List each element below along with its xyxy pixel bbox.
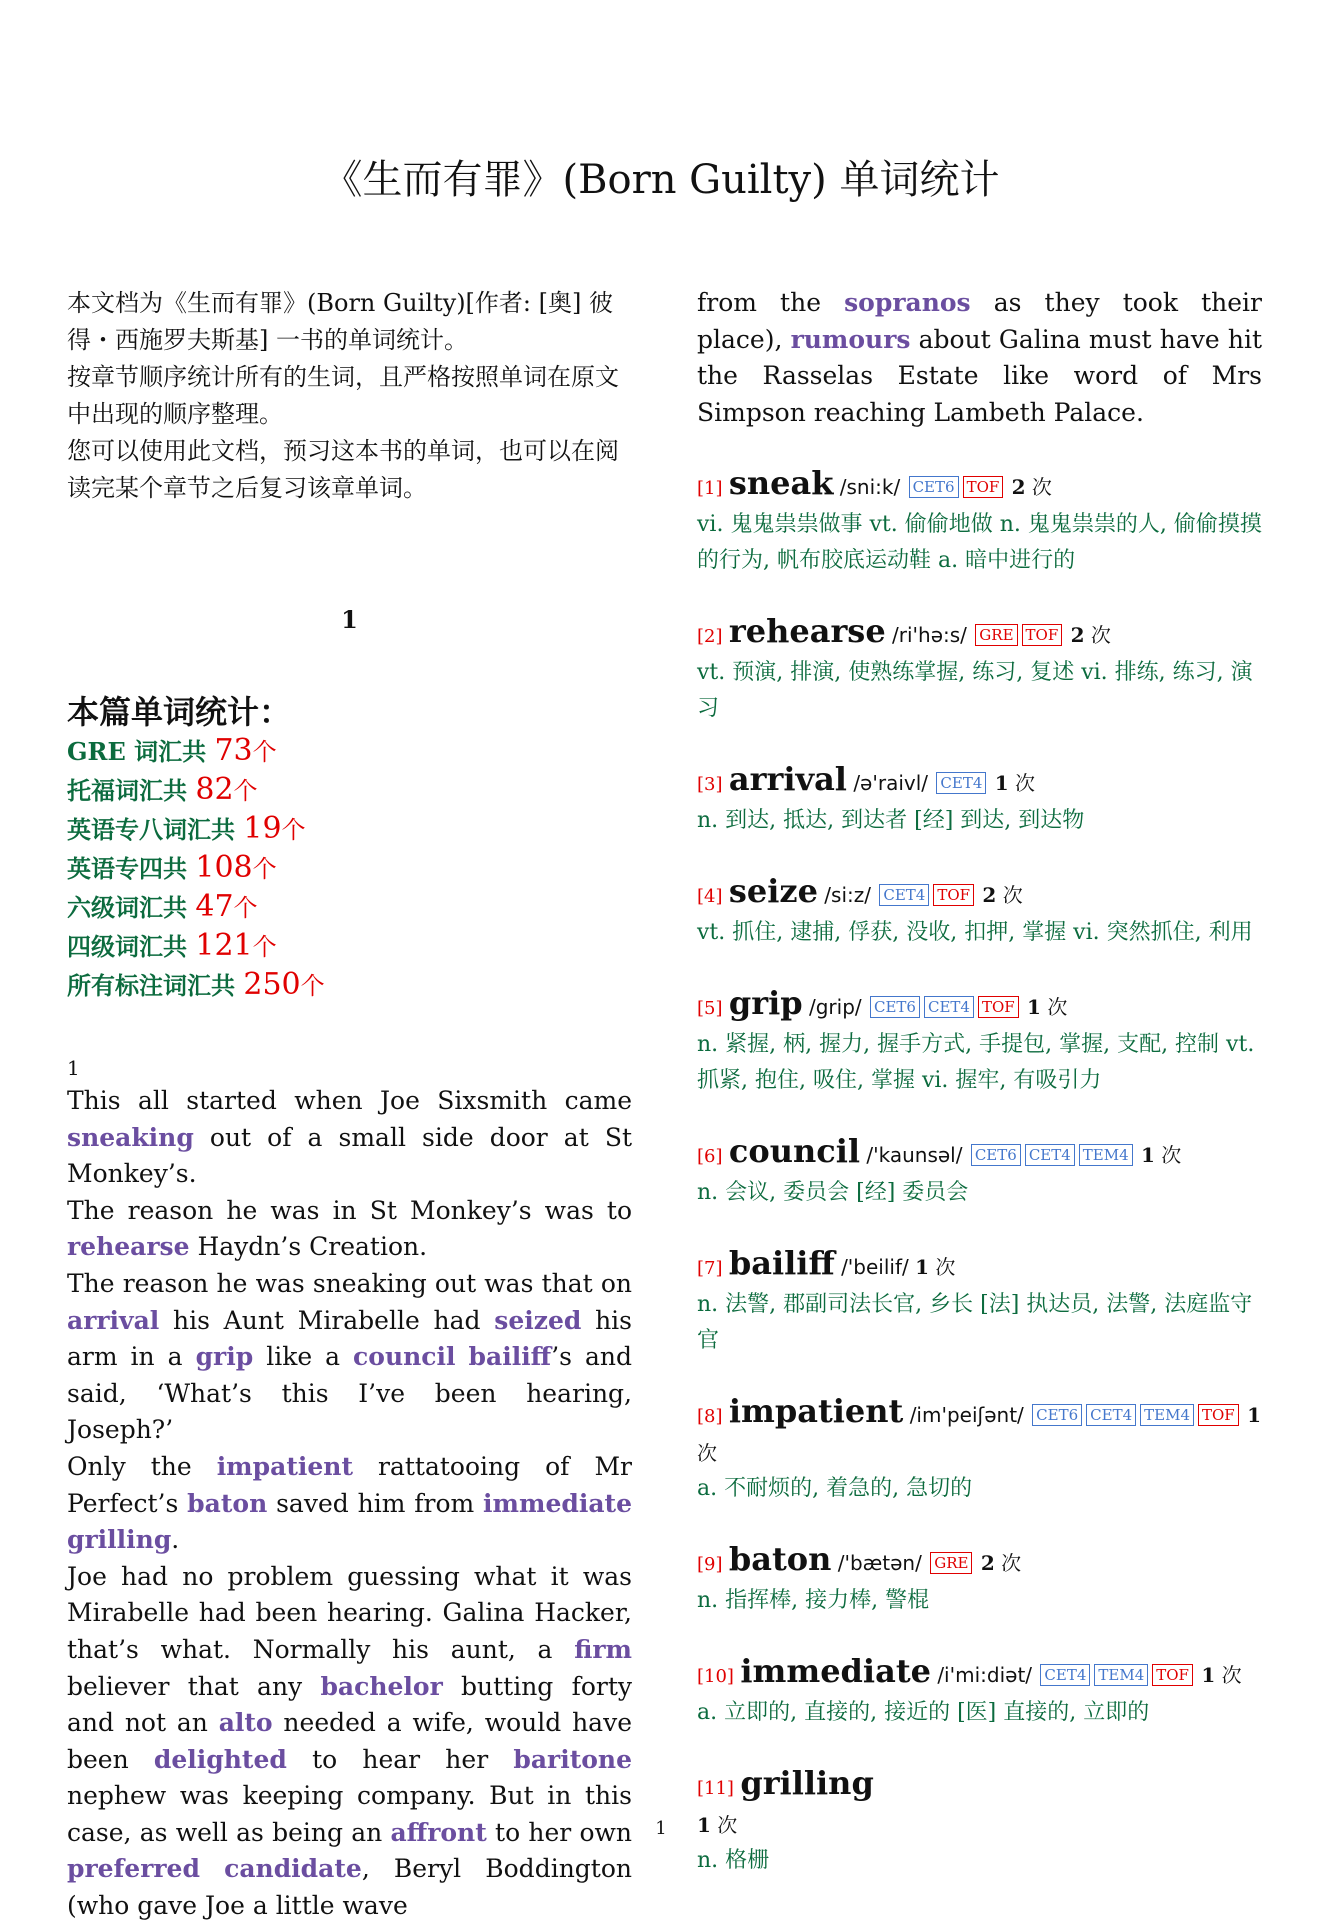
right-column bbox=[697, 285, 1262, 1879]
stat-count: 73 bbox=[214, 733, 253, 768]
entry-count: 1 次 bbox=[915, 1255, 956, 1280]
entry-count: 1 次 bbox=[1141, 1143, 1182, 1168]
stat-row-tem4 bbox=[67, 849, 632, 888]
entry-index: [3] bbox=[697, 774, 723, 796]
entry-index: [2] bbox=[697, 626, 723, 648]
entry-word[interactable]: seize bbox=[728, 872, 818, 911]
level-tag: CET4 bbox=[1040, 1664, 1090, 1686]
entry-index: [1] bbox=[697, 478, 723, 500]
vocab-entry-list bbox=[697, 465, 1262, 1879]
vocab-word[interactable]: affront bbox=[390, 1817, 487, 1847]
level-tag: CET6 bbox=[1032, 1404, 1082, 1426]
story-text bbox=[67, 1083, 632, 1925]
vocab-word[interactable]: baton bbox=[187, 1488, 268, 1518]
chapter-heading: 1 bbox=[341, 605, 358, 634]
entry-word[interactable]: immediate bbox=[740, 1652, 931, 1691]
level-tag: CET4 bbox=[936, 772, 986, 794]
vocab-entry bbox=[697, 761, 1262, 839]
stat-unit: 个 bbox=[252, 855, 277, 883]
entry-definition: n. 指挥棒, 接力棒, 警棍 bbox=[697, 1588, 930, 1614]
vocab-word[interactable]: preferred bbox=[67, 1854, 200, 1884]
stat-row-cet4 bbox=[67, 927, 632, 966]
stat-count: 108 bbox=[195, 850, 253, 885]
story-paragraph: The reason he was sneaking out was that on arrival his Aunt Mirabelle had seized his arm in a grip like a council bailiff’s and said, ‘What’s this I’ve been hearing, Joseph?’ bbox=[67, 1268, 633, 1445]
entry-head bbox=[697, 1653, 1262, 1695]
entry-head bbox=[697, 1133, 1262, 1175]
entry-count: 2 次 bbox=[1070, 623, 1111, 648]
entry-word[interactable]: rehearse bbox=[728, 612, 886, 651]
entry-phonetic: /ri'hə:s/ bbox=[892, 623, 967, 648]
vocab-entry bbox=[697, 465, 1262, 579]
entry-index: [10] bbox=[697, 1666, 734, 1688]
level-tag: TEM4 bbox=[1079, 1144, 1133, 1166]
stat-row-toefl bbox=[67, 771, 632, 810]
vocab-entry bbox=[697, 1653, 1262, 1731]
entry-definition: a. 立即的, 直接的, 接近的 [医] 直接的, 立即的 bbox=[697, 1700, 1150, 1726]
page-number: 1 bbox=[655, 1818, 667, 1839]
paragraph-number: 1 bbox=[67, 1056, 80, 1080]
vocab-entry bbox=[697, 1245, 1262, 1359]
stat-unit: 个 bbox=[252, 738, 277, 766]
entry-word[interactable]: sneak bbox=[728, 464, 834, 503]
stat-row-cet6 bbox=[67, 888, 632, 927]
story-paragraph: This all started when Joe Sixsmith came sneaking out of a small side door at St Monkey’s. bbox=[67, 1086, 632, 1189]
intro-line: 按章节顺序统计所有的生词，且严格按照单词在原文中出现的顺序整理。 bbox=[67, 363, 619, 428]
entry-definition: n. 紧握, 柄, 握力, 握手方式, 手提包, 掌握, 支配, 控制 vt. 抓紧, 抱住, 吸住, 掌握 vi. 握牢, 有吸引力 bbox=[697, 1032, 1255, 1094]
entry-index: [8] bbox=[697, 1406, 723, 1428]
entry-definition: n. 到达, 抵达, 到达者 [经] 到达, 到达物 bbox=[697, 808, 1085, 834]
stat-unit: 个 bbox=[252, 933, 277, 961]
story-paragraph: Joe had no problem guessing what it was Mirabelle had been hearing. Galina Hacker, that’s what. Normally his aunt, a firm believer that any bachelor butting forty and not an alto needed a wife, would have been delighted to hear her baritone nephew was keeping company. But in this case, as well as being an affront to her own preferred candidate, Beryl Boddington (who gave Joe a little wave bbox=[67, 1561, 632, 1921]
level-tag: TOF bbox=[1152, 1664, 1193, 1686]
vocab-entry bbox=[697, 985, 1262, 1099]
entry-definition: n. 法警, 郡副司法长官, 乡长 [法] 执达员, 法警, 法庭监守官 bbox=[697, 1292, 1253, 1354]
entry-phonetic: /ə'raivl/ bbox=[853, 771, 929, 796]
story-paragraph: Only the impatient rattatooing of Mr Perfect’s baton saved him from immediate grilling. bbox=[67, 1451, 632, 1555]
entry-word[interactable]: grip bbox=[728, 984, 803, 1023]
entry-index: [4] bbox=[697, 886, 723, 908]
entry-phonetic: /grip/ bbox=[808, 995, 862, 1020]
entry-definition: n. 会议, 委员会 [经] 委员会 bbox=[697, 1180, 969, 1206]
vocab-word[interactable]: baritone bbox=[513, 1744, 632, 1774]
entry-index: [11] bbox=[697, 1778, 734, 1800]
entry-definition: n. 格栅 bbox=[697, 1848, 770, 1874]
level-tag: CET4 bbox=[1086, 1404, 1136, 1426]
level-tag: CET4 bbox=[879, 884, 929, 906]
entry-word[interactable]: impatient bbox=[728, 1392, 904, 1431]
vocab-word[interactable]: impatient bbox=[216, 1451, 353, 1481]
level-tag: TEM4 bbox=[1094, 1664, 1148, 1686]
entry-word[interactable]: baton bbox=[728, 1540, 832, 1579]
stat-label: 所有标注词汇共 bbox=[67, 971, 235, 1000]
vocab-entry bbox=[697, 873, 1262, 951]
entry-count: 2 次 bbox=[1011, 475, 1052, 500]
level-tag: TOF bbox=[1022, 624, 1063, 646]
entry-phonetic: /i'mi:diət/ bbox=[937, 1663, 1033, 1688]
entry-count: 2 次 bbox=[980, 1551, 1022, 1576]
stat-count: 47 bbox=[195, 889, 234, 924]
stat-label: 六级词汇共 bbox=[67, 893, 187, 922]
entry-count: 1 次 bbox=[697, 1403, 1261, 1466]
entry-definition: vt. 预演, 排演, 使熟练掌握, 练习, 复述 vi. 排练, 练习, 演习 bbox=[697, 660, 1253, 722]
level-tag: TOF bbox=[933, 884, 974, 906]
entry-count: 1 次 bbox=[1201, 1663, 1242, 1688]
level-tag: CET6 bbox=[909, 476, 959, 498]
stat-unit: 个 bbox=[300, 972, 325, 1000]
level-tag: GRE bbox=[975, 624, 1017, 646]
level-tag: TEM4 bbox=[1140, 1404, 1194, 1426]
entry-head bbox=[697, 1393, 1262, 1471]
vocab-entry bbox=[697, 1393, 1262, 1507]
document-title: 《生而有罪》(Born Guilty) 单词统计 bbox=[322, 157, 1000, 203]
stat-count: 250 bbox=[243, 967, 301, 1002]
vocab-word[interactable]: delighted bbox=[153, 1744, 287, 1774]
vocab-word[interactable]: rehearse bbox=[67, 1232, 190, 1262]
vocab-word[interactable]: seized bbox=[494, 1305, 582, 1335]
level-tag: CET4 bbox=[1025, 1144, 1075, 1166]
stat-label: 英语专八词汇共 bbox=[67, 815, 235, 844]
stat-label: GRE 词汇共 bbox=[67, 737, 207, 766]
vocab-word[interactable]: sneaking bbox=[67, 1122, 194, 1152]
level-tag: TOF bbox=[978, 996, 1019, 1018]
vocab-word[interactable]: bachelor bbox=[320, 1671, 443, 1701]
level-tag: TOF bbox=[1198, 1404, 1239, 1426]
vocab-word[interactable]: alto bbox=[218, 1708, 273, 1738]
entry-head bbox=[697, 613, 1262, 655]
entry-phonetic: /si:z/ bbox=[824, 883, 871, 908]
entry-definition: a. 不耐烦的, 着急的, 急切的 bbox=[697, 1476, 973, 1502]
level-tag: CET6 bbox=[971, 1144, 1021, 1166]
vocab-entry bbox=[697, 613, 1262, 727]
story-paragraph: from the sopranos as they took their place), rumours about Galina must have hit the Rasselas Estate like word of Mrs Simpson reaching Lambeth Palace. bbox=[697, 288, 1262, 427]
entry-phonetic: /im'peiʃənt/ bbox=[909, 1403, 1024, 1428]
entry-word[interactable]: bailiff bbox=[728, 1244, 835, 1283]
intro-text bbox=[67, 285, 632, 507]
entry-index: [5] bbox=[697, 998, 723, 1020]
stat-row-gre bbox=[67, 732, 632, 771]
stats-title: 本篇单词统计： bbox=[67, 693, 292, 731]
vocab-word[interactable]: grip bbox=[195, 1342, 254, 1372]
left-column bbox=[67, 285, 632, 1925]
vocab-word[interactable]: arrival bbox=[67, 1305, 160, 1335]
entry-head bbox=[697, 873, 1262, 915]
entry-head bbox=[697, 1541, 1262, 1583]
entry-phonetic: /'beilif/ bbox=[841, 1255, 909, 1280]
entry-index: [7] bbox=[697, 1258, 723, 1280]
vocab-word[interactable]: bailiff bbox=[468, 1342, 552, 1372]
entry-definition: vi. 鬼鬼祟祟做事 vt. 偷偷地做 n. 鬼鬼祟祟的人, 偷偷摸摸的行为, 帆布胶底运动鞋 a. 暗中进行的 bbox=[697, 512, 1262, 574]
entry-phonetic: /sni:k/ bbox=[839, 475, 901, 500]
entry-head bbox=[697, 1245, 1262, 1287]
vocab-entry bbox=[697, 1541, 1262, 1619]
level-tag: GRE bbox=[930, 1552, 972, 1574]
vocab-entry bbox=[697, 1133, 1262, 1211]
entry-index: [9] bbox=[697, 1554, 723, 1576]
stat-label: 四级词汇共 bbox=[67, 932, 187, 961]
story-continued bbox=[697, 285, 1262, 431]
vocab-word[interactable]: rumours bbox=[790, 324, 911, 354]
entry-head bbox=[697, 465, 1262, 507]
level-tag: CET4 bbox=[924, 996, 974, 1018]
level-tag: CET6 bbox=[870, 996, 920, 1018]
entry-count: 1 次 bbox=[697, 1813, 738, 1838]
entry-count: 1 次 bbox=[1027, 995, 1068, 1020]
stat-label: 托福词汇共 bbox=[67, 776, 187, 805]
story-paragraph: The reason he was in St Monkey’s was to rehearse Haydn’s Creation. bbox=[67, 1195, 632, 1262]
vocab-word[interactable]: council bbox=[353, 1342, 456, 1372]
stat-count: 121 bbox=[195, 928, 253, 963]
intro-line: 您可以使用此文档，预习这本书的单词，也可以在阅读完某个章节之后复习该章单词。 bbox=[67, 437, 619, 502]
entry-definition: vt. 抓住, 逮捕, 俘获, 没收, 扣押, 掌握 vi. 突然抓住, 利用 bbox=[697, 920, 1253, 946]
vocab-word[interactable]: candidate bbox=[224, 1854, 362, 1884]
stat-unit: 个 bbox=[233, 894, 258, 922]
stat-row-tem8 bbox=[67, 810, 632, 849]
entry-phonetic: /'kaunsəl/ bbox=[866, 1143, 963, 1168]
intro-line: 本文档为《生而有罪》(Born Guilty)[作者: [奥] 彼得・西施罗夫斯基] 一书的单词统计。 bbox=[67, 289, 613, 354]
stat-label: 英语专四共 bbox=[67, 854, 187, 883]
vocab-word[interactable]: firm bbox=[574, 1634, 632, 1664]
entry-count: 1 次 bbox=[994, 771, 1036, 796]
vocab-word[interactable]: sopranos bbox=[844, 288, 971, 317]
stat-unit: 个 bbox=[281, 816, 306, 844]
entry-head bbox=[697, 985, 1262, 1027]
stat-count: 82 bbox=[195, 772, 234, 807]
stat-count: 19 bbox=[243, 811, 282, 846]
stat-unit: 个 bbox=[233, 777, 258, 805]
entry-count: 2 次 bbox=[982, 883, 1023, 908]
entry-word[interactable]: grilling bbox=[740, 1764, 874, 1803]
entry-phonetic: /'bætən/ bbox=[837, 1551, 922, 1576]
entry-word[interactable]: council bbox=[728, 1132, 861, 1171]
entry-index: [6] bbox=[697, 1146, 723, 1168]
vocab-word[interactable]: immediate bbox=[483, 1488, 632, 1518]
level-tag: TOF bbox=[963, 476, 1004, 498]
entry-head bbox=[697, 761, 1262, 803]
vocab-word[interactable]: grilling bbox=[67, 1525, 172, 1555]
entry-word[interactable]: arrival bbox=[728, 760, 847, 799]
stat-row-all bbox=[67, 966, 632, 1005]
